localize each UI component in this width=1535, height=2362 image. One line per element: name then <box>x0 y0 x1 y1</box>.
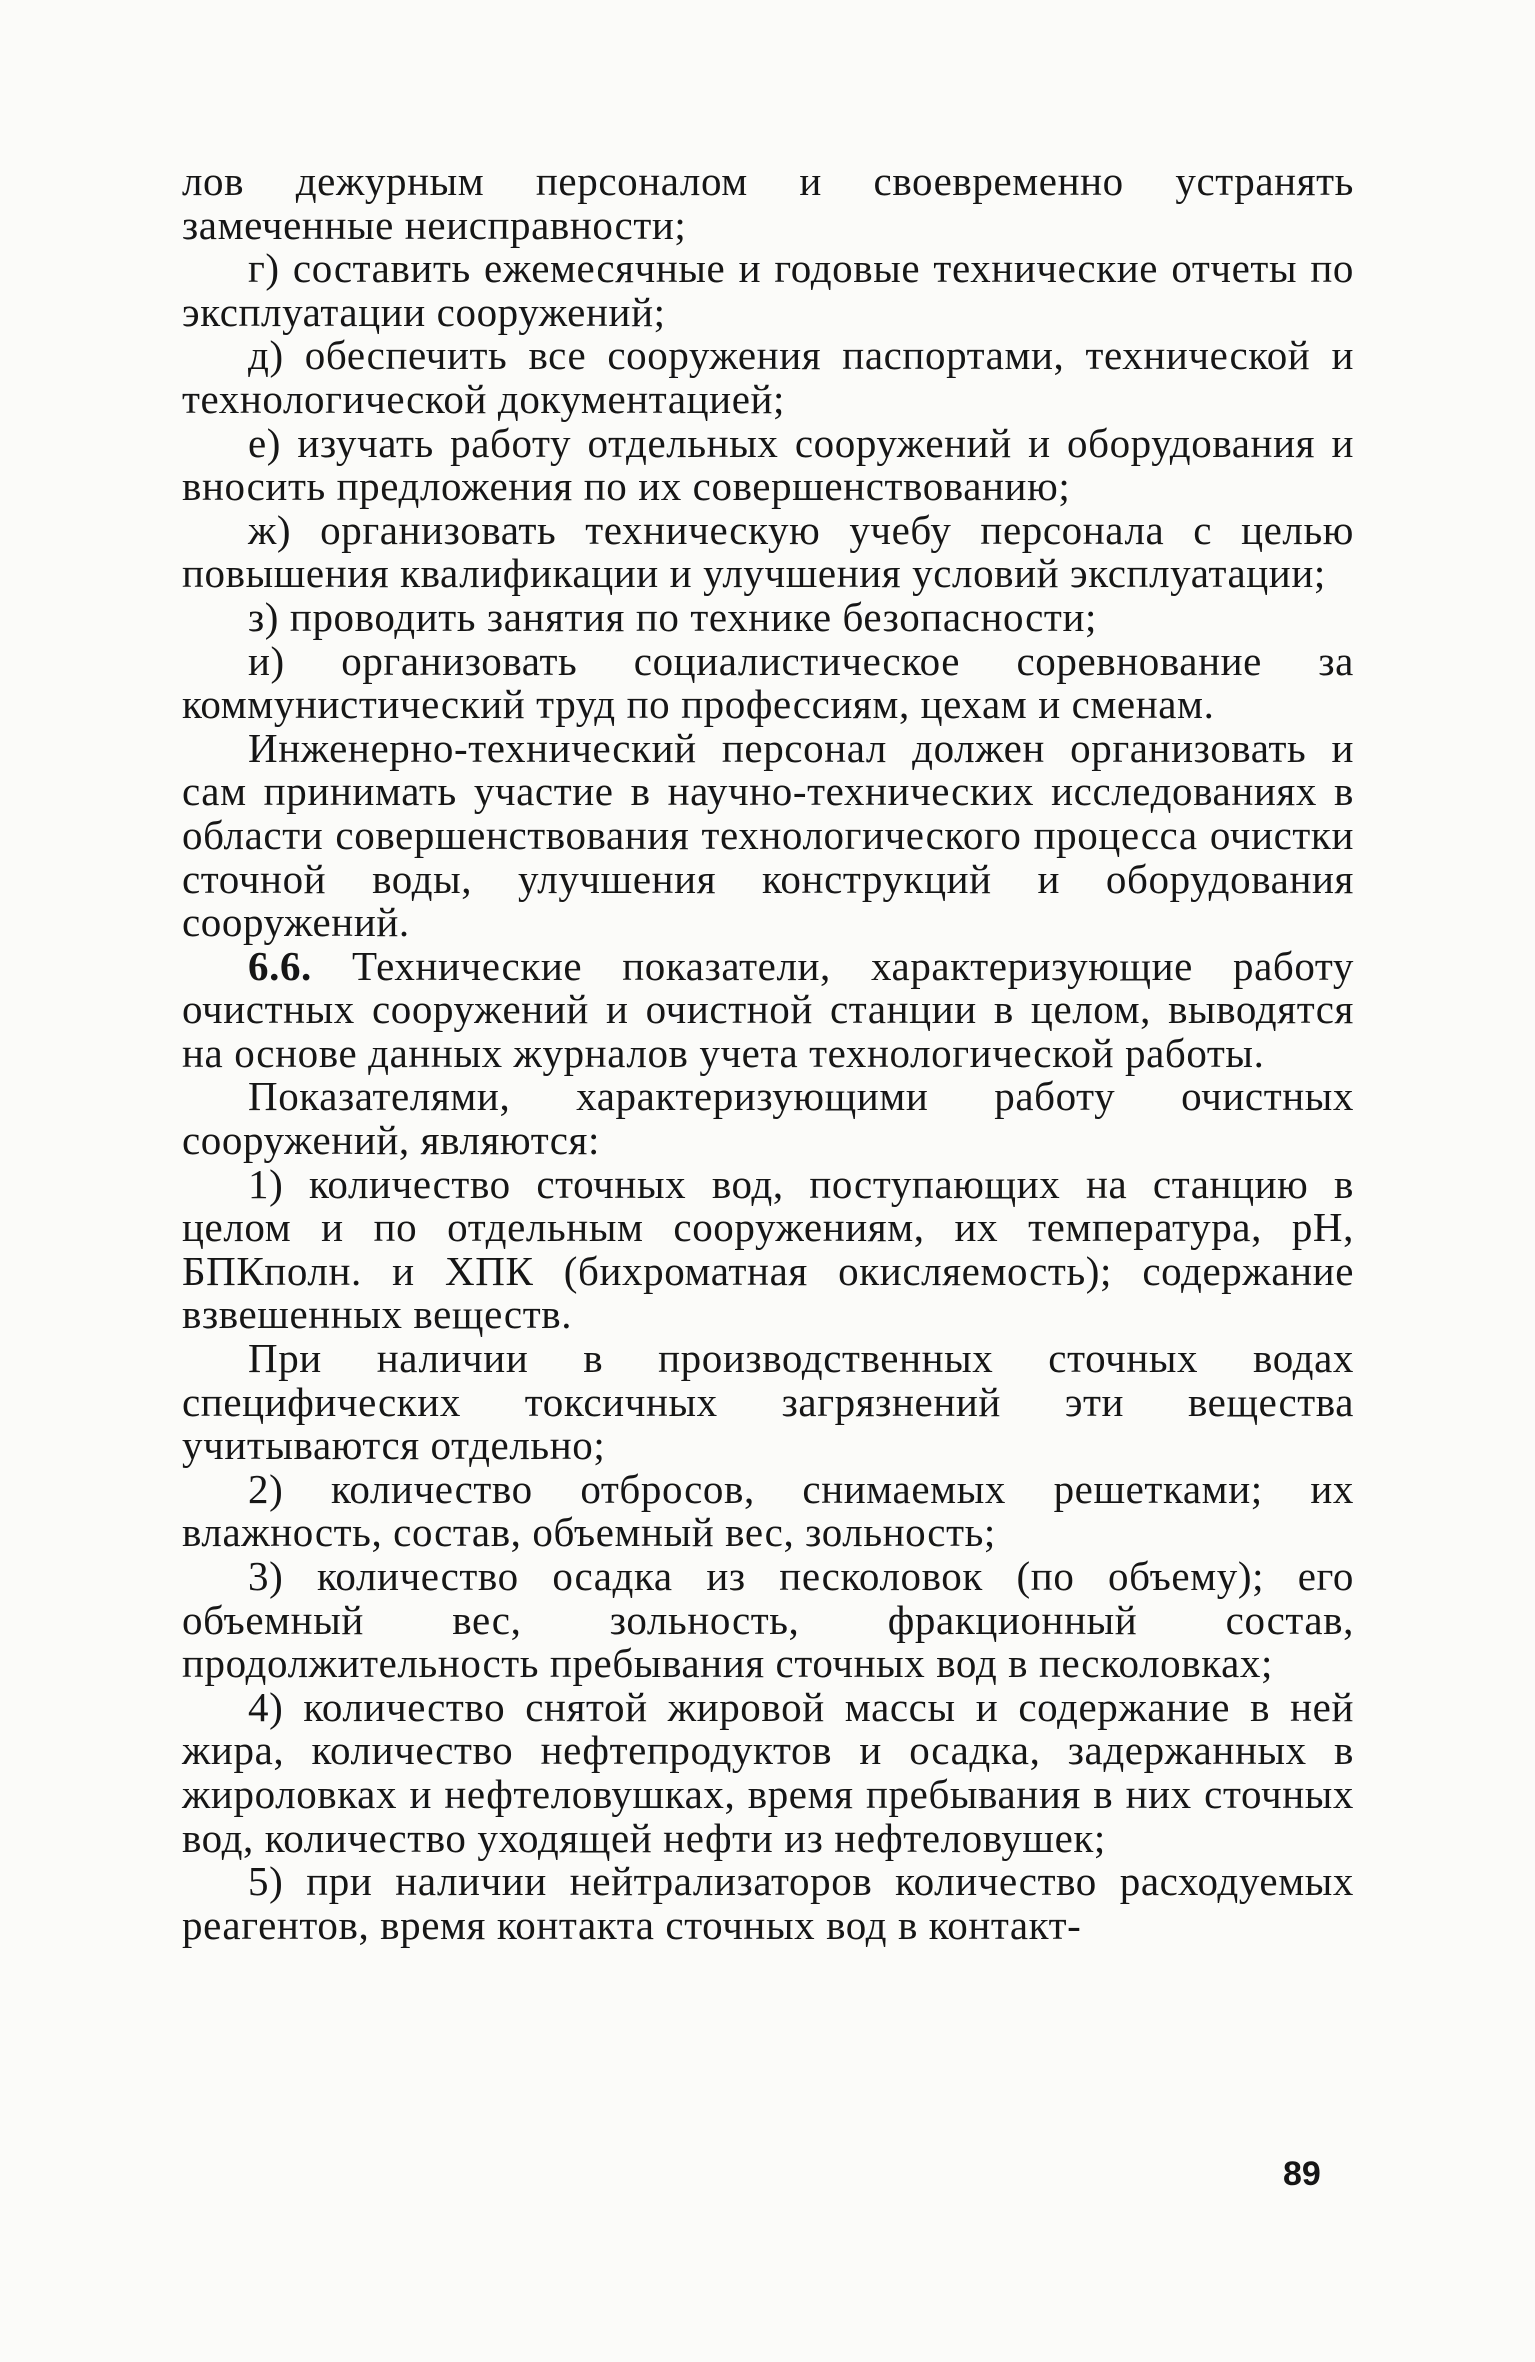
page-number: 89 <box>1283 2155 1321 2193</box>
list-item-4: 4) количество снятой жировой массы и содержание в ней жира, количество нефтепродуктов и осадка, задержанных в жироловках и нефтеловушках, время пребывания в них сточных вод, количество уходящей нефти из нефтеловушек; <box>182 1683 1354 1861</box>
section-text: Технические показатели, характеризующие работу очистных сооружений и очистной станции в целом, выводятся на основе данных журналов учета технологической работы. <box>182 942 1354 1076</box>
list-item-zh: ж) организовать техническую учебу персонала с целью повышения квалификации и улучшения условий эксплуатации; <box>182 506 1354 597</box>
paragraph-section-6-6 <box>182 942 1354 1076</box>
list-item-g: г) составить ежемесячные и годовые технические отчеты по эксплуатации сооружений; <box>182 245 1354 335</box>
paragraph-engineering-staff: Инженерно-технический персонал должен организовать и сам принимать участие в научно-технических исследованиях в области совершенствования технологического процесса очистки сточной воды, улучшения конструкций и оборудования сооружений. <box>182 724 1354 946</box>
paragraph-indicators: Показателями, характеризующими работу очистных сооружений, являются: <box>182 1073 1354 1164</box>
list-item-i: и) организовать социалистическое соревнование за коммунистический труд по профессиям, цехам и сменам. <box>182 637 1354 728</box>
body-text <box>182 160 1354 1947</box>
paragraph-continuation: лов дежурным персоналом и своевременно устранять замеченные неисправности; <box>182 158 1354 248</box>
list-item-5: 5) при наличии нейтрализаторов количество расходуемых реагентов, время контакта сточных вод в контакт- <box>182 1858 1354 1948</box>
list-item-1: 1) количество сточных вод, поступающих на станцию в целом и по отдельным сооружениям, их температура, pH, БПКполн. и ХПК (бихроматная окисляемость); содержание взвешенных веществ. <box>182 1160 1354 1338</box>
list-item-3: 3) количество осадка из песколовок (по объему); его объемный вес, зольность, фракционный состав, продолжительность пребывания сточных вод в песколовках; <box>182 1553 1354 1687</box>
list-item-z: з) проводить занятия по технике безопасности; <box>248 593 1097 640</box>
list-item-d: д) обеспечить все сооружения паспортами, технической и технологической документацией; <box>182 332 1354 422</box>
section-number: 6.6. <box>248 942 312 989</box>
list-item-2: 2) количество отбросов, снимаемых решетками; их влажность, состав, объемный вес, зольность; <box>182 1465 1354 1556</box>
list-item-e: е) изучать работу отдельных сооружений и оборудования и вносить предложения по их совершенствованию; <box>182 419 1354 510</box>
paragraph-toxic: При наличии в производственных сточных водах специфических токсичных загрязнений эти вещества учитываются отдельно; <box>182 1335 1354 1469</box>
